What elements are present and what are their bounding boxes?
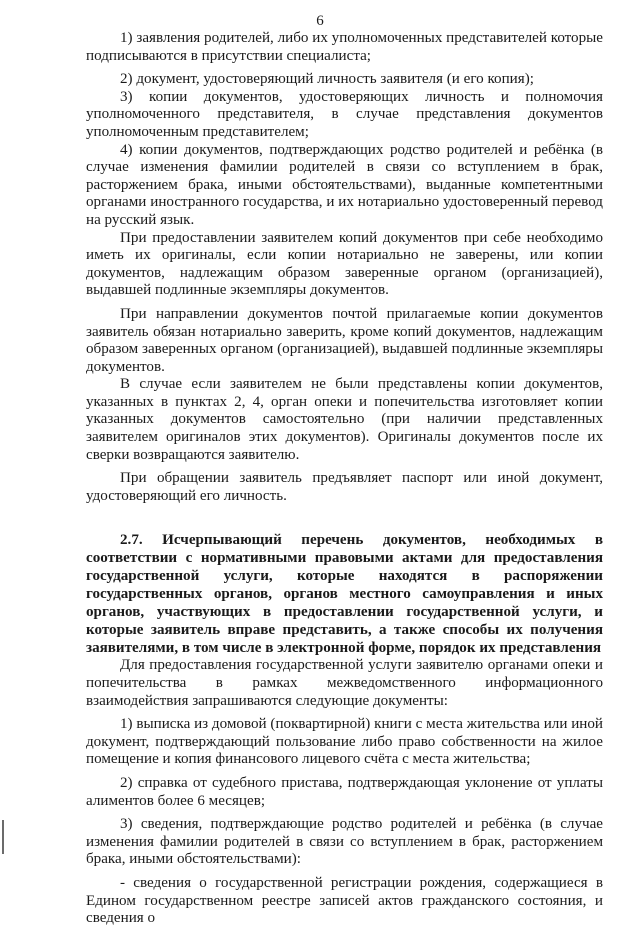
paragraph-item-3: 3) копии документов, удостоверяющих личность и полномочия уполномоченного представителя, в случае представления документов уполномоченным представителем;: [86, 88, 603, 140]
paragraph-passport: При обращении заявитель предъявляет паспорт или иной документ, удостоверяющий его личность.: [86, 470, 603, 504]
section-paragraph-2: 2) справка от судебного пристава, подтверждающая уклонение от уплаты алиментов более 6 месяцев;: [86, 775, 603, 809]
paragraph-originals: При предоставлении заявителем копий документов при себе необходимо иметь их оригиналы, если копии нотариально не заверены, или копии документов, надлежащим образом заверенные органом (организацией), выдавшей подлинные экземпляры документов.: [86, 229, 603, 299]
section-paragraph-1: 1) выписка из домовой (поквартирной) книги с места жительства или иной документ, подтверждающий пользование либо право собственности на жилое помещение и копия финансового лицевого счёта с места жительства;: [86, 716, 603, 768]
paragraph-item-4: 4) копии документов, подтверждающих родство родителей и ребёнка (в случае изменения фамилии родителей в связи со вступлением в брак, расторжением брака, иными обстоятельствами), выданные компетентными органами иностранного государства, и их нотариально удостоверенный перевод на русский язык.: [86, 141, 603, 228]
section-paragraph-4: - сведения о государственной регистрации рождения, содержащиеся в Едином государственном реестре записей актов гражданского состояния, и сведения о: [86, 874, 603, 927]
section-heading: 2.7. Исчерпывающий перечень документов, необходимых в соответствии с нормативными правовыми актами для предоставления государственной услуги, которые находятся в распоряжении государственных органов, органов местного самоуправления и иных органов, участвующих в предоставлении государственной услуги, и которые заявитель вправе представить, а также способы их получения заявителями, в том числе в электронной форме, порядок их представления: [86, 532, 603, 657]
section-paragraph-3: 3) сведения, подтверждающие родство родителей и ребёнка (в случае изменения фамилии родителей в связи со вступлением в брак, расторжением брака, иными обстоятельствами):: [86, 816, 603, 868]
paragraph-item-1: 1) заявления родителей, либо их уполномоченных представителей которые подписываются в присутствии специалиста;: [86, 30, 603, 64]
paragraph-copies: В случае если заявителем не были представлены копии документов, указанных в пунктах 2, 4, орган опеки и попечительства изготовляет копии указанных документов самостоятельно (при наличии представленных заявителем оригиналов этих документов). Оригиналы документов после их сверки возвращаются заявителю.: [86, 376, 603, 463]
scan-edge-mark: [2, 820, 4, 854]
paragraph-item-2: 2) документ, удостоверяющий личность заявителя (и его копия);: [120, 71, 534, 88]
page-number: 6: [316, 13, 324, 29]
document-body: [86, 30, 603, 928]
section-paragraph-intro: Для предоставления государственной услуги заявителю органами опеки и попечительства в рамках межведомственного информационного взаимодействия запрашиваются следующие документы:: [86, 657, 603, 709]
paragraph-post: При направлении документов почтой прилагаемые копии документов заявитель обязан нотариально заверить, кроме копий документов, надлежащим образом заверенных органом (организацией), выдавшей подлинные экземпляры документов.: [86, 305, 603, 375]
